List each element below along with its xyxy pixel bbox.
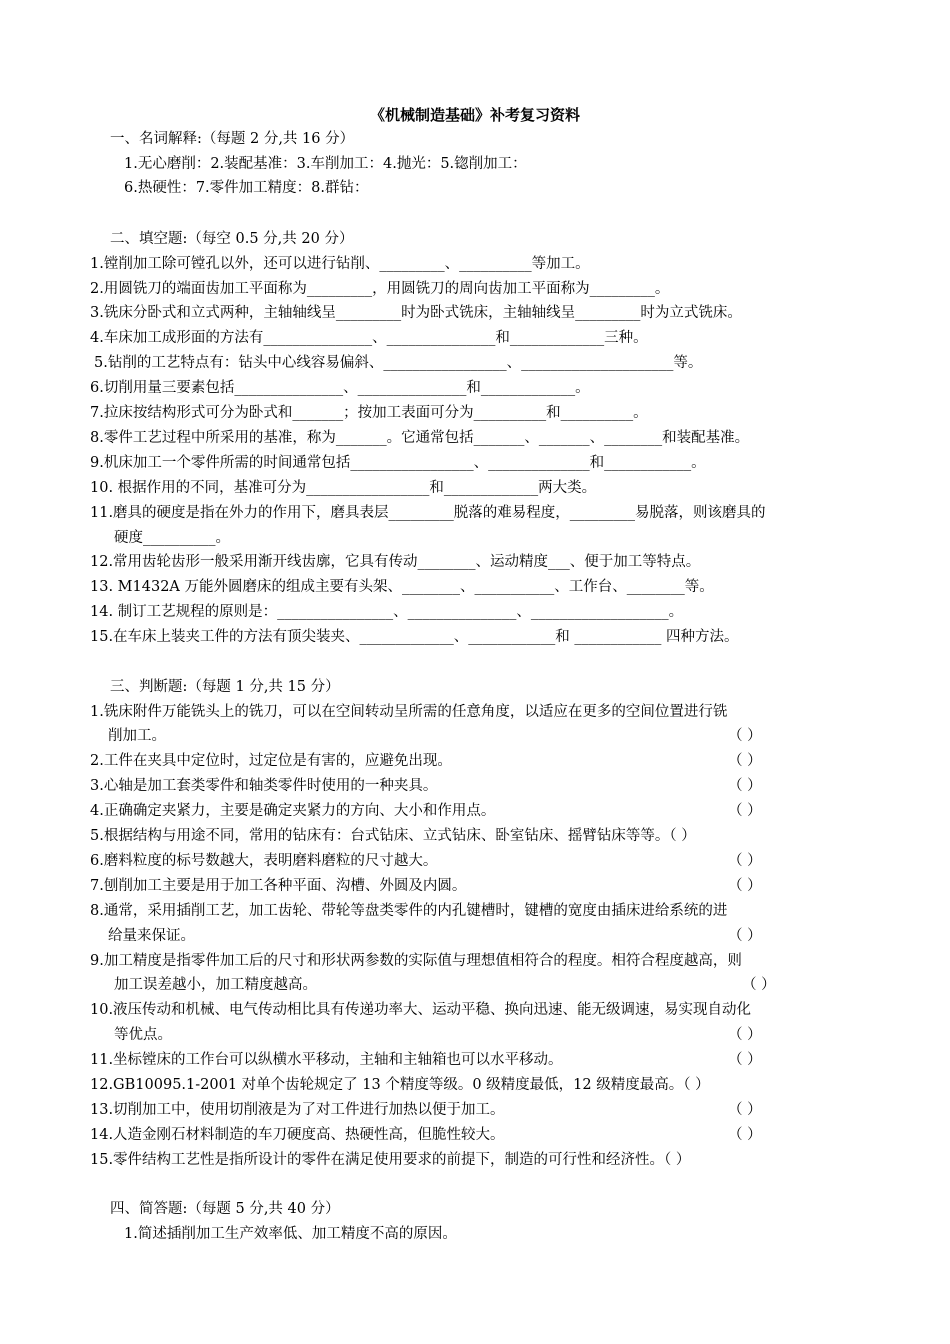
document-title: 《机械制造基础》补考复习资料 xyxy=(369,106,580,124)
answer-paren: （ ） xyxy=(742,977,776,993)
tf-question-5: 5.根据结构与用途不同，常用的钻床有：台式钻床、立式钻床、卧室钻床、摇臂钻床等等。（ ） xyxy=(90,828,696,844)
answer-paren: （ ） xyxy=(728,1027,762,1043)
fill-question-11-cont: 硬度__________。 xyxy=(114,530,230,546)
answer-paren: （ ） xyxy=(728,778,762,794)
fill-question-10: 10. 根据作用的不同，基准可分为_________________和_____________两大类。 xyxy=(90,480,597,496)
answer-paren: （ ） xyxy=(728,928,762,944)
answer-paren: （ ） xyxy=(728,853,762,869)
tf-question-1: 1.铣床附件万能铣头上的铣刀，可以在空间转动呈所需的任意角度，以适应在更多的空间位置进行铣 xyxy=(90,704,728,720)
fill-question-6: 6.切削用量三要素包括_______________、_______________和_____________。 xyxy=(90,380,590,396)
section-heading-true-false: 三、判断题:（每题 1 分,共 15 分） xyxy=(110,679,340,695)
definitions-line-2: 6.热硬性：7.零件加工精度：8.群钻： xyxy=(124,180,369,196)
fill-question-11: 11.磨具的硬度是指在外力的作用下，磨具表层_________脱落的难易程度，_________易脱落，则该磨具的 xyxy=(90,505,766,521)
tf-question-6: 6.磨料粒度的标号数越大，表明磨料磨粒的尺寸越大。 xyxy=(90,853,438,869)
fill-question-15: 15.在车床上装夹工件的方法有顶尖装夹、_____________、____________和 ____________ 四种方法。 xyxy=(90,629,739,645)
tf-question-1-cont: 削加工。 xyxy=(108,728,166,744)
answer-paren: （ ） xyxy=(728,1102,762,1118)
answer-paren: （ ） xyxy=(728,878,762,894)
fill-question-2: 2.用圆铣刀的端面齿加工平面称为_________，用圆铣刀的周向齿加工平面称为_________。 xyxy=(90,281,670,297)
answer-paren: （ ） xyxy=(728,728,762,744)
tf-question-4: 4.正确确定夹紧力，主要是确定夹紧力的方向、大小和作用点。 xyxy=(90,803,496,819)
answer-paren: （ ） xyxy=(728,1127,762,1143)
tf-question-2: 2.工件在夹具中定位时，过定位是有害的，应避免出现。 xyxy=(90,753,452,769)
fill-question-3: 3.铣床分卧式和立式两种，主轴轴线呈_________时为卧式铣床，主轴轴线呈_________时为立式铣床。 xyxy=(90,305,742,321)
fill-question-8: 8.零件工艺过程中所采用的基准，称为_______。它通常包括_______、_______、________和装配基准。 xyxy=(90,430,750,446)
definitions-line-1: 1.无心磨削：2.装配基准：3.车削加工：4.抛光：5.锪削加工： xyxy=(124,156,527,172)
tf-question-8-cont: 给量来保证。 xyxy=(108,928,195,944)
answer-paren: （ ） xyxy=(728,803,762,819)
short-answer-question-1: 1.简述插削加工生产效率低、加工精度不高的原因。 xyxy=(124,1226,457,1242)
tf-question-3: 3.心轴是加工套类零件和轴类零件时使用的一种夹具。 xyxy=(90,778,438,794)
fill-question-12: 12.常用齿轮齿形一般采用渐开线齿廓，它具有传动________、运动精度___、便于加工等特点。 xyxy=(90,554,701,570)
section-heading-definitions: 一、名词解释:（每题 2 分,共 16 分） xyxy=(110,131,355,147)
section-heading-fill-blank: 二、填空题:（每空 0.5 分,共 20 分） xyxy=(110,231,354,247)
tf-question-8: 8.通常，采用插削工艺，加工齿轮、带轮等盘类零件的内孔键槽时，键槽的宽度由插床进给系统的进 xyxy=(90,903,728,919)
fill-question-7: 7.拉床按结构形式可分为卧式和_______；按加工表面可分为__________和__________。 xyxy=(90,405,648,421)
tf-question-10: 10.液压传动和机械、电气传动相比具有传递功率大、运动平稳、换向迅速、能无级调速，易实现自动化 xyxy=(90,1002,752,1018)
fill-question-4: 4.车床加工成形面的方法有_______________、_______________和_____________三种。 xyxy=(90,330,648,346)
tf-question-13: 13.切削加工中，使用切削液是为了对工件进行加热以便于加工。 xyxy=(90,1102,505,1118)
answer-paren: （ ） xyxy=(728,1052,762,1068)
tf-question-7: 7.刨削加工主要是用于加工各种平面、沟槽、外圆及内圆。 xyxy=(90,878,467,894)
tf-question-9-cont: 加工误差越小，加工精度越高。 xyxy=(114,977,317,993)
fill-question-9: 9.机床加工一个零件所需的时间通常包括_________________、______________和____________。 xyxy=(90,455,706,471)
fill-question-5: 5.钻削的工艺特点有：钻头中心线容易偏斜、_________________、_____________________等。 xyxy=(94,355,703,371)
fill-question-14: 14. 制订工艺规程的原则是：________________、_______________、___________________。 xyxy=(90,604,684,620)
answer-paren: （ ） xyxy=(728,753,762,769)
tf-question-9: 9.加工精度是指零件加工后的尺寸和形状两参数的实际值与理想值相符合的程度。相符合程度越高，则 xyxy=(90,953,742,969)
fill-question-13: 13. M1432A 万能外圆磨床的组成主要有头架、________、___________、工作台、________等。 xyxy=(90,579,714,595)
tf-question-11: 11.坐标镗床的工作台可以纵横水平移动，主轴和主轴箱也可以水平移动。 xyxy=(90,1052,563,1068)
tf-question-15: 15.零件结构工艺性是指所设计的零件在满足使用要求的前提下，制造的可行性和经济性。（ ） xyxy=(90,1152,691,1168)
tf-question-10-cont: 等优点。 xyxy=(114,1027,172,1043)
tf-question-12: 12.GB10095.1-2001 对单个齿轮规定了 13 个精度等级。0 级精度最低，12 级精度最高。（ ） xyxy=(90,1077,710,1093)
tf-question-14: 14.人造金刚石材料制造的车刀硬度高、热硬性高，但脆性较大。 xyxy=(90,1127,505,1143)
fill-question-1: 1.镗削加工除可镗孔以外，还可以进行钻削、_________、__________等加工。 xyxy=(90,256,590,272)
section-heading-short-answer: 四、简答题:（每题 5 分,共 40 分） xyxy=(110,1201,340,1217)
